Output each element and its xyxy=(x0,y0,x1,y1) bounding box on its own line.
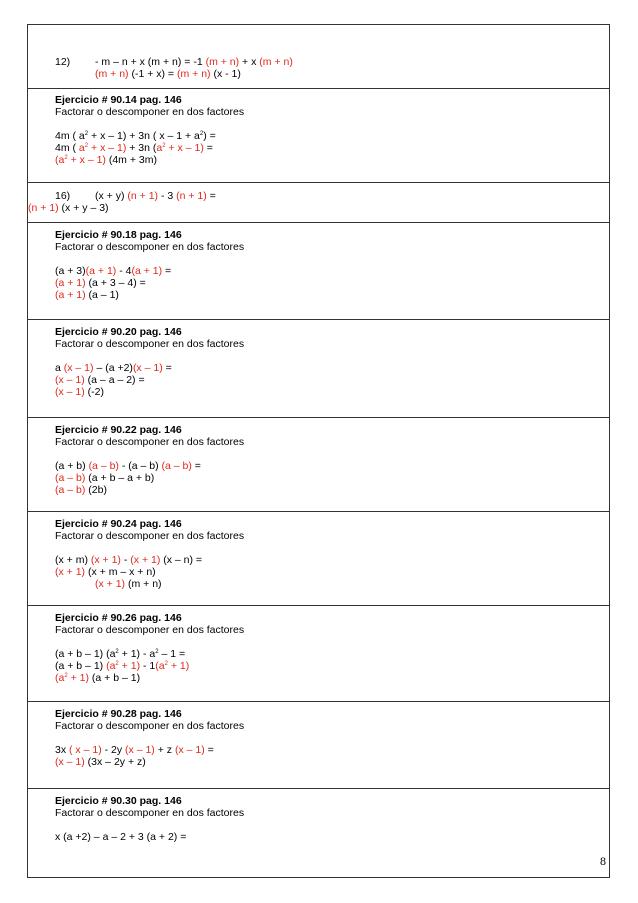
exercise-90-26 xyxy=(28,606,609,702)
equation-line: (a + b – 1) $(a^2 + 1) - a^2 - 1$ = xyxy=(55,648,186,660)
equation-line: 4m ( $a^2 + x - 1) + 3n$ ( $x - 1 + a^2$) = xyxy=(55,130,216,142)
equation-line: 4m ( $a^2 + x - 1) + 3n$ $(a^2 + x - 1)$ = xyxy=(55,142,213,154)
equation-line: (x + 1) (x + m – x + n) xyxy=(55,566,156,578)
exercise-subtitle: Factorar o descomponer en dos factores xyxy=(55,106,245,118)
exercise-label: 12) xyxy=(55,56,71,68)
equation-line: (a + b) (a – b) - (a – b) (a – b) = xyxy=(55,460,201,472)
exercise-title: Ejercicio # 90.26 pag. 146 xyxy=(55,612,182,624)
exercise-90-20 xyxy=(28,320,609,418)
exercise-16 xyxy=(28,183,609,223)
equation-line: (x + m) (x + 1) - (x + 1) (x – n) = xyxy=(55,554,203,566)
exercise-90-30 xyxy=(28,789,609,879)
exercise-90-22 xyxy=(28,418,609,512)
equation-line: (x – 1) (-2) xyxy=(55,386,105,398)
exercise-90-28 xyxy=(28,702,609,789)
exercise-title: Ejercicio # 90.14 pag. 146 xyxy=(55,94,182,106)
exercise-subtitle: Factorar o descomponer en dos factores xyxy=(55,807,245,819)
exercise-title: Ejercicio # 90.30 pag. 146 xyxy=(55,795,182,807)
exercise-title: Ejercicio # 90.18 pag. 146 xyxy=(55,229,182,241)
exercise-90-18 xyxy=(28,223,609,320)
page-number: 8 xyxy=(600,854,606,868)
exercise-12 xyxy=(28,25,609,89)
document-page xyxy=(27,24,610,878)
equation-line: a (x – 1) – (a +2)(x – 1) = xyxy=(55,362,172,374)
exercise-12-line-2: (m + n) (-1 + x) = (m + n) (x - 1) xyxy=(95,68,241,80)
equation-line: x (a +2) – a – 2 + 3 (a + 2) = xyxy=(55,831,187,843)
exercise-16-line-2: (n + 1) (x + y – 3) xyxy=(28,202,109,214)
exercise-12-line-1: 12) - m – n + x (m + n) = -1 (m + n) + x (m + n) xyxy=(55,56,293,68)
equation-line: $(a^2 + x - 1) (4m + 3m)$ xyxy=(55,154,157,166)
exercise-title: Ejercicio # 90.28 pag. 146 xyxy=(55,708,182,720)
equation-line: 3x ( x – 1) - 2y (x – 1) + z (x – 1) = xyxy=(55,744,214,756)
equation-line: (x – 1) (a – a – 2) = xyxy=(55,374,145,386)
equation-line: (a + 1) (a + 3 – 4) = xyxy=(55,277,146,289)
exercise-title: Ejercicio # 90.20 pag. 146 xyxy=(55,326,182,338)
exercise-90-14 xyxy=(28,89,609,183)
equation-line: (x – 1) (3x – 2y + z) xyxy=(55,756,146,768)
exercise-16-line-1: 16) (x + y) (n + 1) - 3 (n + 1) = xyxy=(55,190,216,202)
exercise-title: Ejercicio # 90.22 pag. 146 xyxy=(55,424,182,436)
exercise-subtitle: Factorar o descomponer en dos factores xyxy=(55,720,245,732)
exercise-subtitle: Factorar o descomponer en dos factores xyxy=(55,338,245,350)
equation-line: (a – b) (a + b – a + b) xyxy=(55,472,155,484)
exercise-subtitle: Factorar o descomponer en dos factores xyxy=(55,436,245,448)
equation-line: (a + 3)(a + 1) - 4(a + 1) = xyxy=(55,265,172,277)
exercise-subtitle: Factorar o descomponer en dos factores xyxy=(55,624,245,636)
equation-line: $(a^2 + 1) (a + b - 1)$ xyxy=(55,672,141,684)
equation-line: (a + b – 1) $(a^2 + 1) - 1(a^2 + 1)$ xyxy=(55,660,190,672)
exercise-90-24 xyxy=(28,512,609,606)
equation-line: (a + 1) (a – 1) xyxy=(55,289,119,301)
equation-line: (a – b) (2b) xyxy=(55,484,107,496)
exercise-subtitle: Factorar o descomponer en dos factores xyxy=(55,530,245,542)
exercise-subtitle: Factorar o descomponer en dos factores xyxy=(55,241,245,253)
exercise-title: Ejercicio # 90.24 pag. 146 xyxy=(55,518,182,530)
equation-line: (x + 1) (m + n) xyxy=(95,578,162,590)
